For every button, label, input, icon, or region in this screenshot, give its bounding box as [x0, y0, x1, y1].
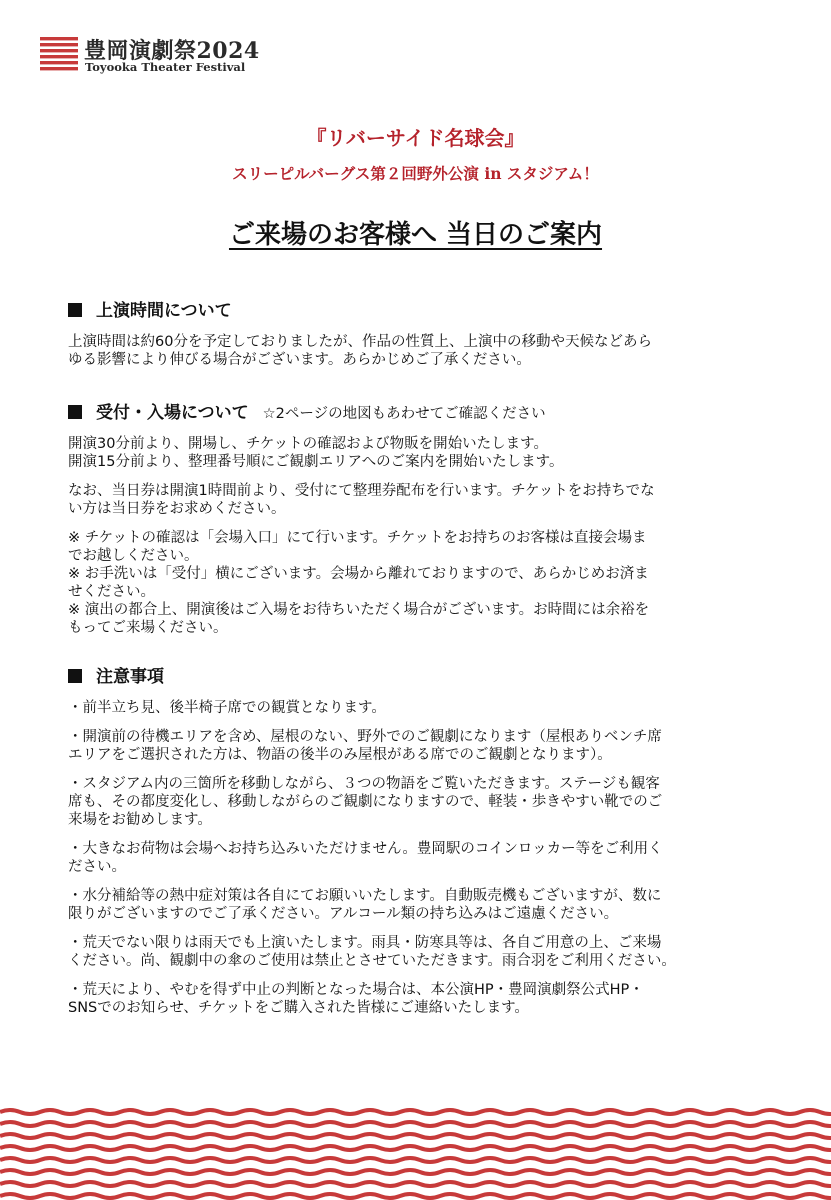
text-line: い方は当日券をお求めください。: [68, 501, 286, 517]
text-line: でお越しください。: [68, 548, 199, 564]
event-title: 『リバーサイド名球会』: [306, 126, 525, 150]
list-item: [68, 775, 768, 829]
paragraph-reception-notes: [68, 529, 768, 637]
section-heading-text: 受付・入場について: [96, 403, 249, 423]
section-heading-duration: [68, 296, 768, 321]
text-line: ださい。: [68, 859, 126, 875]
text-line: ゆる影響により伸びる場合がございます。あらかじめご了承ください。: [68, 352, 531, 368]
text-line: せください。: [68, 584, 155, 600]
page-title: [0, 214, 831, 251]
map-reference-note: ☆2ページの地図もあわせてご確認ください: [262, 406, 546, 422]
text-line: ※ お手洗いは「受付」横にございます。会場から離れておりますので、あらかじめお済ま: [68, 566, 649, 582]
text-line: エリアをご選択された方は、物語の後半のみ屋根がある席でのご観劇となります）。: [68, 747, 612, 763]
footer-wave-band: [0, 1108, 831, 1200]
text-line: ・水分補給等の熱中症対策は各自にてお願いいたします。自動販売機もございますが、数に: [68, 888, 662, 904]
text-line: ・大きなお荷物は会場へお持ち込みいただけません。豊岡駅のコインロッカー等をご利用く: [68, 841, 663, 857]
page-title-text: ご来場のお客様へ 当日のご案内: [228, 220, 603, 250]
list-item: [68, 887, 768, 923]
paragraph-reception-2: [68, 482, 768, 518]
text-line: ・荒天でない限りは雨天でも上演いたします。雨具・防寒具等は、各自ご用意の上、ご来場: [68, 935, 662, 951]
paragraph-duration: [68, 333, 768, 369]
paragraph-reception-1: [68, 435, 768, 471]
text-line: 席も、その都度変化し、移動しながらのご観劇になりますので、軽装・歩きやすい靴でのご: [68, 794, 663, 810]
list-item: [68, 981, 768, 1017]
text-line: なお、当日券は開演1時間前より、受付にて整理券配布を行います。チケットをお持ちでな: [68, 483, 655, 499]
event-subtitle: スリーピルバーグス第２回野外公演 in スタジアム！: [232, 164, 599, 183]
list-item: [68, 934, 768, 970]
text-line: 限りがございますのでご了承ください。アルコール類の持ち込みはご遠慮ください。: [68, 906, 619, 922]
section-heading-text: 上演時間について: [96, 301, 232, 321]
text-line: 来場をお勧めします。: [68, 812, 212, 828]
text-line: ・前半立ち見、後半椅子席での観賞となります。: [68, 700, 386, 716]
list-item: [68, 699, 768, 717]
section-heading-notes: [68, 662, 768, 687]
festival-logo: [40, 34, 280, 76]
logo-title: 豊岡演劇祭2024: [84, 38, 260, 64]
text-line: SNSでのお知らせ、チケットをご購入された皆様にご連絡いたします。: [68, 1000, 529, 1016]
square-bullet-icon: [68, 669, 82, 683]
list-item: [68, 728, 768, 764]
text-line: ※ チケットの確認は「会場入口」にて行います。チケットをお持ちのお客様は直接会場ま: [68, 530, 647, 546]
square-bullet-icon: [68, 405, 82, 419]
text-line: もってご来場ください。: [68, 620, 228, 636]
text-line: ・開演前の待機エリアを含め、屋根のない、野外でのご観劇になります（屋根ありベンチ席: [68, 729, 662, 745]
section-heading-text: 注意事項: [96, 667, 164, 687]
section-heading-reception: [68, 398, 768, 423]
square-bullet-icon: [68, 303, 82, 317]
text-line: ※ 演出の都合上、開演後はご入場をお待ちいただく場合がございます。お時間には余裕を: [68, 602, 650, 618]
text-line: ・荒天により、やむを得ず中止の判断となった場合は、本公演HP・豊岡演劇祭公式HP・: [68, 982, 644, 998]
text-line: 上演時間は約60分を予定しておりましたが、作品の性質上、上演中の移動や天候などあら: [68, 334, 652, 350]
notice-content: [68, 296, 768, 1028]
wave-stripes-icon: [40, 37, 78, 71]
list-item: [68, 840, 768, 876]
text-line: ください。尚、観劇中の傘のご使用は禁止とさせていただきます。雨合羽をご利用ください。: [68, 953, 676, 969]
logo-subtitle: Toyooka Theater Festival: [85, 60, 246, 74]
text-line: ・スタジアム内の三箇所を移動しながら、３つの物語をご覧いただきます。ステージも観客: [68, 776, 660, 792]
text-line: 開演30分前より、開場し、チケットの確認および物販を開始いたします。: [68, 436, 548, 452]
text-line: 開演15分前より、整理番号順にご観劇エリアへのご案内を開始いたします。: [68, 454, 564, 470]
